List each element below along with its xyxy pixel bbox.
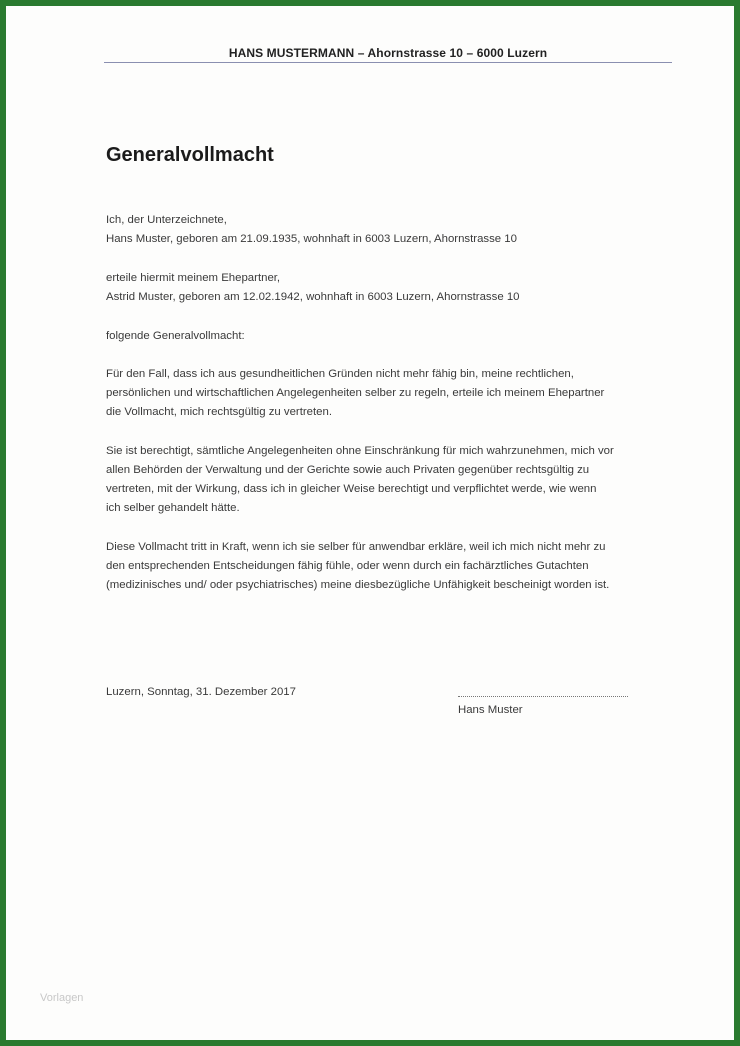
paragraph-line: Für den Fall, dass ich aus gesundheitlichen Gründen nicht mehr fähig bin, meine rechtlichen, <box>106 368 574 380</box>
signatory-name: Hans Muster <box>458 704 523 716</box>
paragraph-effect <box>106 538 676 595</box>
document-title: Generalvollmacht <box>106 144 274 166</box>
paragraph-grantee <box>106 269 676 307</box>
paragraph-line: persönlichen und wirtschaftlichen Angelegenheiten selber zu regeln, erteile ich meinem Ehepartner <box>106 387 605 399</box>
paragraph-authority <box>106 442 676 518</box>
place-date: Luzern, Sonntag, 31. Dezember 2017 <box>106 686 296 698</box>
letterhead: HANS MUSTERMANN – Ahornstrasse 10 – 6000 Luzern <box>228 46 548 60</box>
paragraph-grantor <box>106 211 676 249</box>
header-divider <box>104 62 672 63</box>
paragraph-line: erteile hiermit meinem Ehepartner, <box>106 272 281 284</box>
signature-line <box>458 684 628 697</box>
paragraph-line: vertreten, mit der Wirkung, dass ich in gleicher Weise berechtigt und verpflichtet werde, wie wenn <box>106 483 597 495</box>
paragraph-scope <box>106 365 676 422</box>
paragraph-line: Ich, der Unterzeichnete, <box>106 214 227 226</box>
watermark: Vorlagen <box>40 992 84 1004</box>
paragraph-line: allen Behörden der Verwaltung und der Gerichte sowie auch Privaten gegenüber rechtsgültig zu <box>106 464 590 476</box>
paragraph-line: die Vollmacht, mich rechtsgültig zu vertreten. <box>106 406 333 418</box>
paragraph-line: Hans Muster, geboren am 21.09.1935, wohnhaft in 6003 Luzern, Ahornstrasse 10 <box>106 233 517 245</box>
paragraph-line: Diese Vollmacht tritt in Kraft, wenn ich sie selber für anwendbar erkläre, weil ich mich nicht mehr zu <box>106 541 606 553</box>
paragraph-line: den entsprechenden Entscheidungen fähig fühle, oder wenn durch ein fachärztliches Gutachten <box>106 560 589 572</box>
paragraph-line: Astrid Muster, geboren am 12.02.1942, wohnhaft in 6003 Luzern, Ahornstrasse 10 <box>106 291 520 303</box>
paragraph-line: (medizinisches und/ oder psychiatrisches) meine diesbezügliche Unfähigkeit bescheinigt worden ist. <box>106 579 610 591</box>
paragraph-line: ich selber gehandelt hätte. <box>106 502 240 514</box>
paragraph-intro <box>106 327 676 346</box>
paragraph-line: folgende Generalvollmacht: <box>106 330 245 342</box>
paragraph-line: Sie ist berechtigt, sämtliche Angelegenheiten ohne Einschränkung für mich wahrzunehmen, mich vor <box>106 445 614 457</box>
document-page <box>6 6 734 1040</box>
